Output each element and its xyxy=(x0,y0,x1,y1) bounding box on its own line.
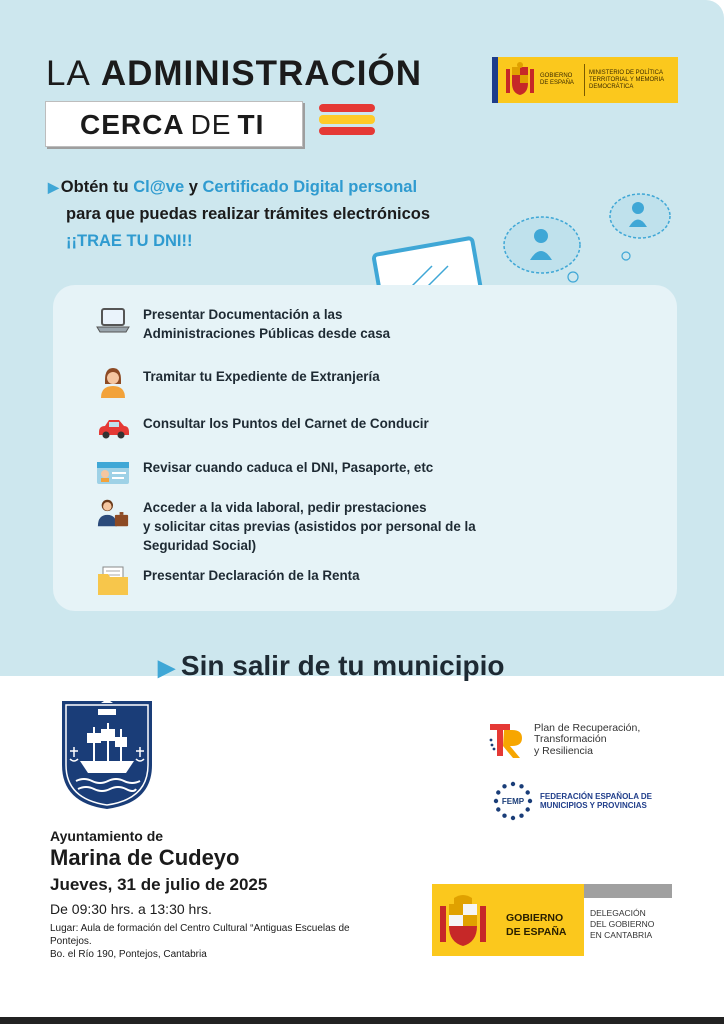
service-text: Presentar Documentación a las Administraciones Públicas desde casa xyxy=(143,307,391,341)
event-place xyxy=(50,922,380,961)
femp-badge: FEMP xyxy=(501,797,525,806)
prtr-logo xyxy=(486,720,640,760)
service-item xyxy=(96,566,360,596)
logo-divider xyxy=(584,64,585,96)
logo-grey-bar xyxy=(584,884,672,898)
subtitle-word-de: DE xyxy=(190,109,232,140)
femp-stars-icon xyxy=(492,780,534,822)
service-text: Acceder a la vida laboral, pedir prestaciones y solicitar citas previas (asistidos por personal de la Seguridad Social) xyxy=(143,500,476,553)
certificado-text: Certificado Digital personal xyxy=(202,178,418,196)
subtitle-word-ti: TI xyxy=(237,109,265,140)
service-item xyxy=(96,458,433,488)
car-icon xyxy=(96,414,130,444)
event-date: Jueves, 31 de julio de 2025 xyxy=(50,875,268,894)
delegacion-text: DELEGACIÓN DEL GOBIERNO EN CANTABRIA xyxy=(590,908,655,940)
ministry-logo-text: MINISTERIO DE POLÍTICA TERRITORIAL Y MEMORIA DEMOCRÁTICA xyxy=(589,69,664,90)
municipality-name: Marina de Cudeyo xyxy=(50,845,240,870)
service-item xyxy=(96,414,429,444)
prtr-icon xyxy=(486,720,526,760)
intro-line2: para que puedas realizar trámites electrónicos xyxy=(66,205,431,223)
section-subtitle xyxy=(158,650,505,682)
folder-icon xyxy=(96,566,130,596)
intro-line1a: Obtén tu xyxy=(60,178,134,196)
event-hours: De 09:30 hrs. a 13:30 hrs. xyxy=(50,901,212,917)
service-text: Tramitar tu Expediente de Extranjería xyxy=(143,369,380,384)
event-details xyxy=(50,828,380,961)
arrow-icon: ▶ xyxy=(158,655,175,680)
spain-flag-bars xyxy=(319,104,375,135)
eu-stripe xyxy=(492,57,498,103)
trae-dni-text: ¡¡TRAE TU DNI!! xyxy=(66,232,193,250)
event-address: Bo. el Río 190, Pontejos, Cantabria xyxy=(50,949,207,960)
title-main: ADMINISTRACIÓN xyxy=(100,54,423,93)
page-title xyxy=(46,54,422,94)
event-location: Lugar: Aula de formación del Centro Cultural “Antiguas Escuelas de Pontejos. xyxy=(50,923,350,947)
spain-coat-of-arms-icon xyxy=(504,61,536,99)
gobierno-ministerio-logo xyxy=(492,57,678,103)
person-icon xyxy=(96,367,130,397)
municipal-coat-of-arms-icon xyxy=(58,697,156,812)
femp-text: FEDERACIÓN ESPAÑOLA DE MUNICIPIOS Y PROVINCIAS xyxy=(540,791,653,810)
femp-logo xyxy=(492,780,652,822)
chat-cloud-icon xyxy=(610,194,670,260)
bottom-border xyxy=(0,1017,724,1024)
delegacion-gobierno-logo xyxy=(432,884,672,956)
gov-logo-text: GOBIERNO DE ESPAÑA xyxy=(540,73,574,86)
prtr-text: Plan de Recuperación, Transformación y Resiliencia xyxy=(534,721,641,757)
chat-cloud-icon xyxy=(504,217,580,282)
ayuntamiento-label: Ayuntamiento de xyxy=(50,828,164,844)
service-text: Revisar cuando caduca el DNI, Pasaporte, etc xyxy=(143,460,434,475)
title-la: LA xyxy=(46,54,91,93)
clave-text: Cl@ve xyxy=(133,178,185,196)
intro-line1c: y xyxy=(184,178,203,196)
id-card-icon xyxy=(96,458,130,488)
subtitle-text: Sin salir de tu municipio xyxy=(180,650,505,681)
page-subtitle xyxy=(80,109,264,141)
service-text: Presentar Declaración de la Renta xyxy=(143,568,360,583)
worker-icon xyxy=(96,498,130,528)
laptop-icon xyxy=(96,305,130,335)
subtitle-word-cerca: CERCA xyxy=(80,109,185,140)
service-item xyxy=(96,498,476,555)
service-item xyxy=(96,305,390,343)
service-item xyxy=(96,367,380,397)
service-text: Consultar los Puntos del Carnet de Conducir xyxy=(143,416,429,431)
arrow-icon: ▶ xyxy=(48,179,59,195)
spain-coat-of-arms-icon xyxy=(438,894,488,950)
gobierno-espana-text: GOBIERNO DE ESPAÑA xyxy=(506,912,567,938)
